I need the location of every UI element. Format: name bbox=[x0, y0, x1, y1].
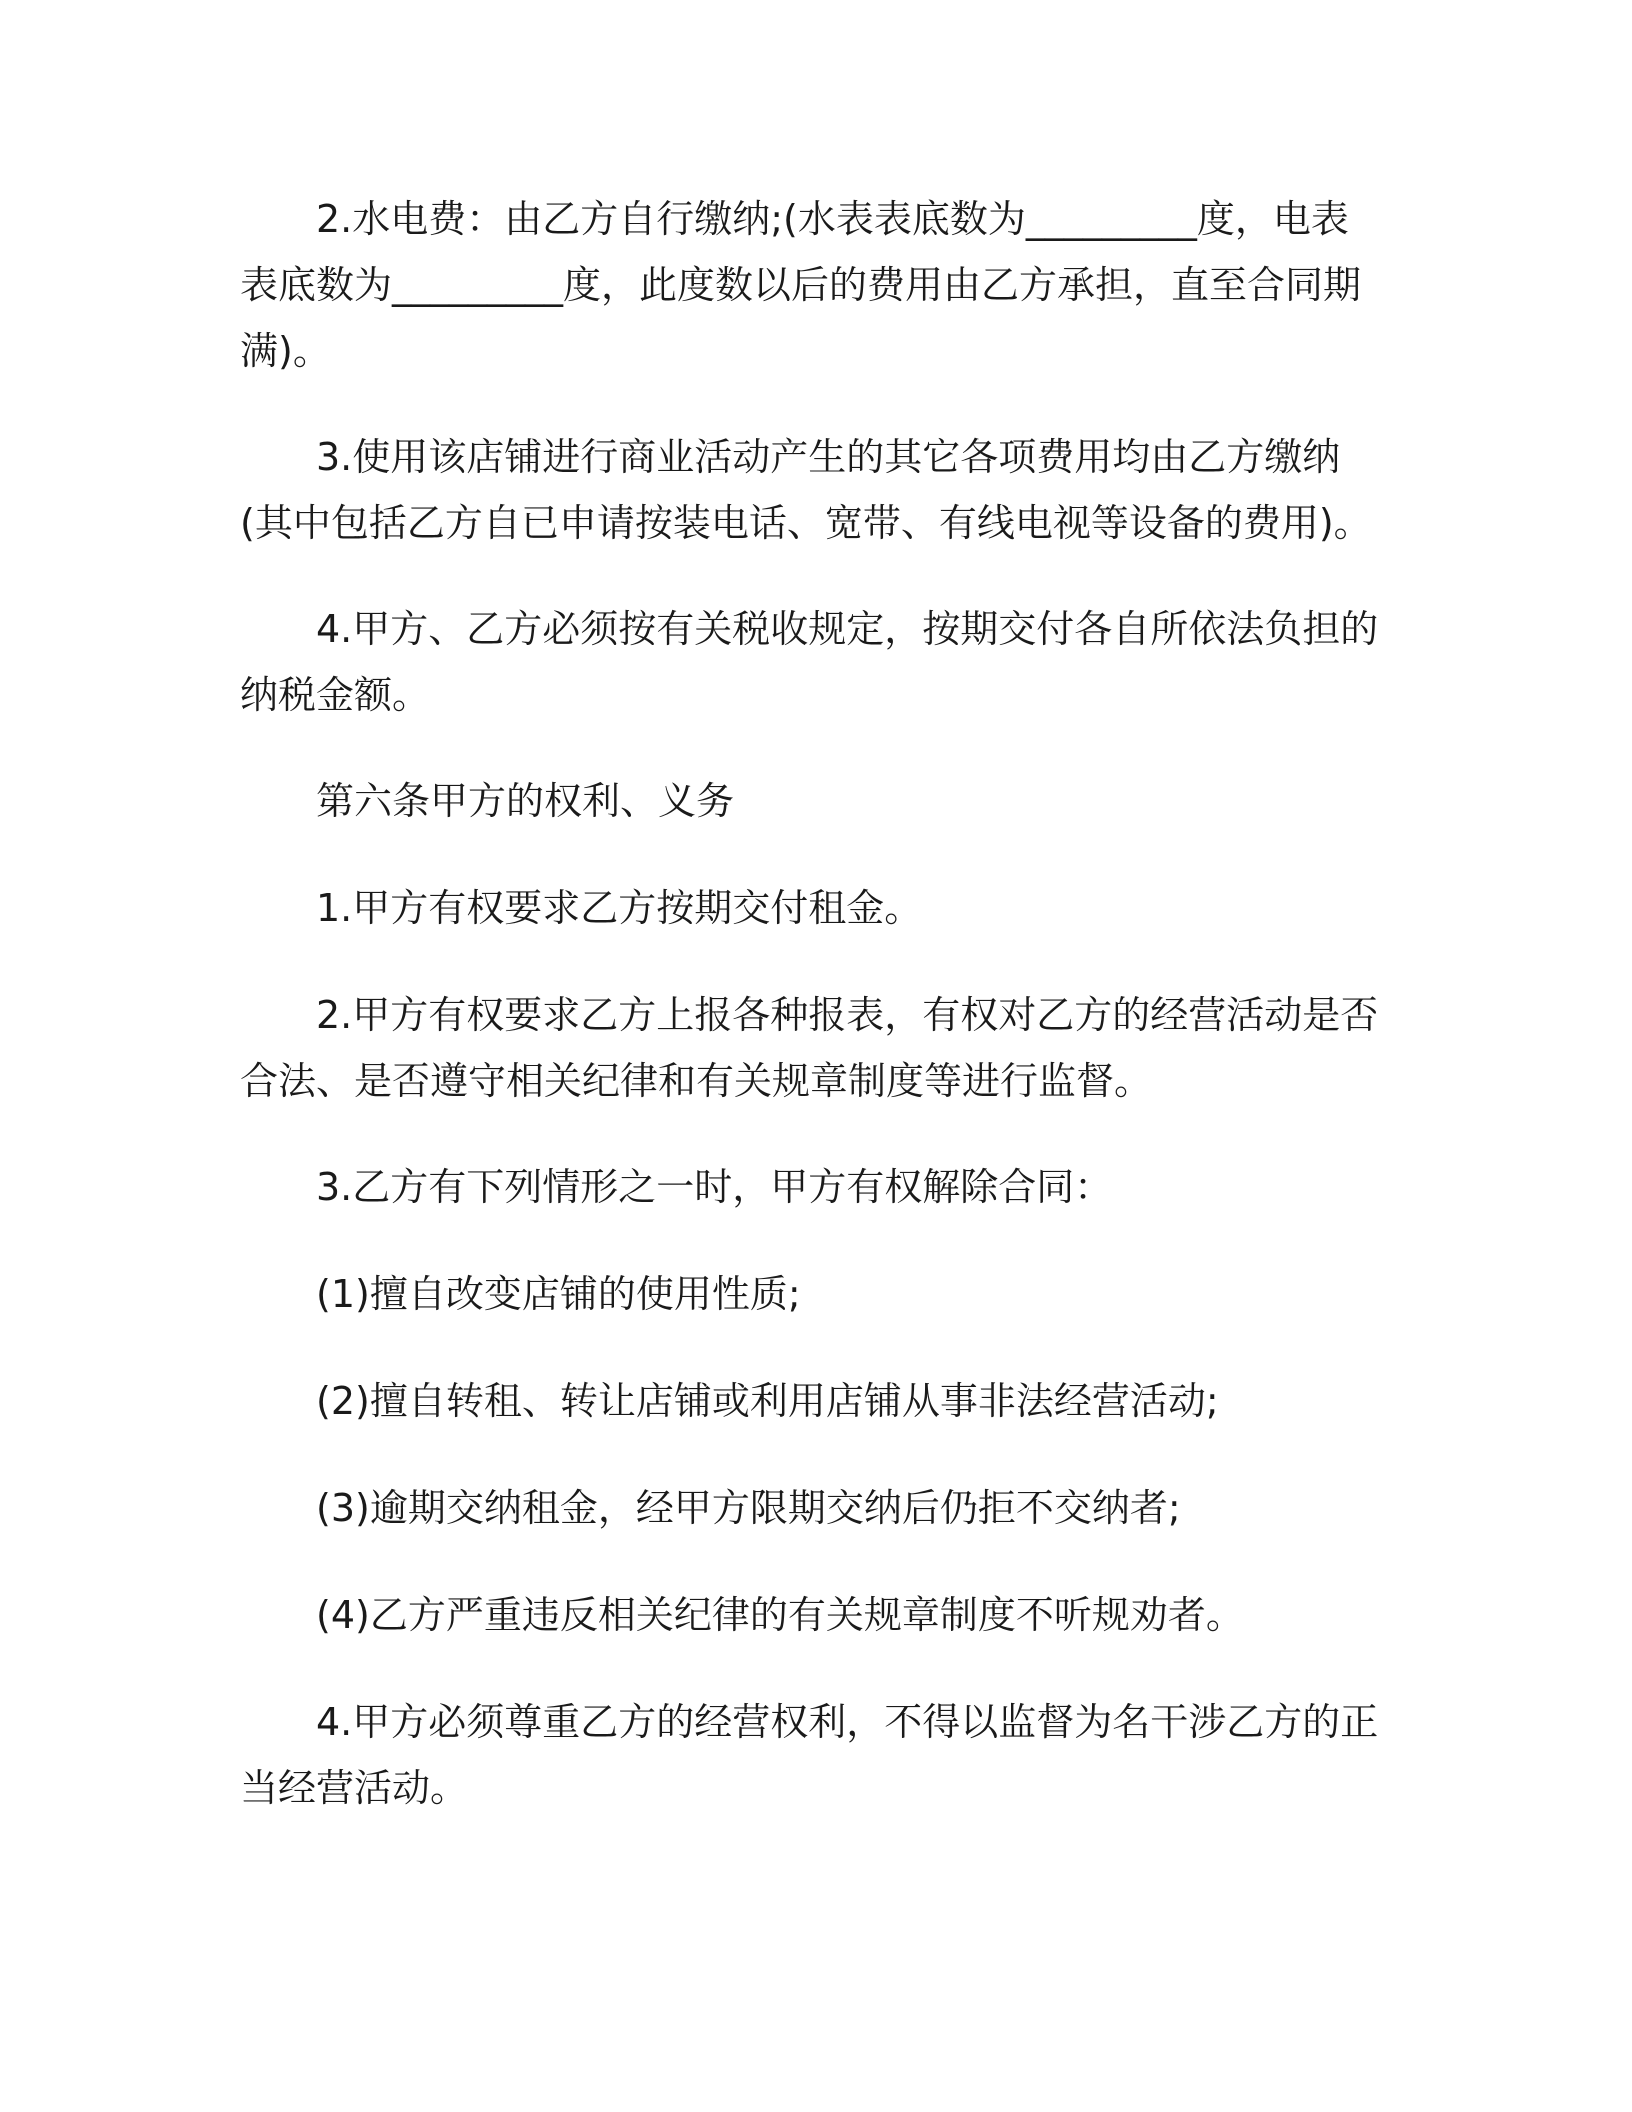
list-item-condition-1: (1)擅自改变店铺的使用性质; bbox=[316, 1272, 801, 1316]
list-item-condition-3: (3)逾期交纳租金，经甲方限期交纳后仍拒不交纳者; bbox=[316, 1486, 1181, 1530]
paragraph-rent-payment: 1.甲方有权要求乙方按期交付租金。 bbox=[316, 886, 923, 930]
section-heading-article-6: 第六条甲方的权利、义务 bbox=[316, 779, 735, 823]
list-item-condition-4: (4)乙方严重违反相关纪律的有关规章制度不听规劝者。 bbox=[316, 1593, 1244, 1637]
list-item-condition-2: (2)擅自转租、转让店铺或利用店铺从事非法经营活动; bbox=[316, 1379, 1219, 1423]
paragraph-business-rights: 4.甲方必须尊重乙方的经营权利，不得以监督为名干涉乙方的正当经营活动。 bbox=[240, 1700, 1379, 1810]
document-body bbox=[240, 186, 1382, 1821]
paragraph-termination-conditions: 3.乙方有下列情形之一时，甲方有权解除合同： bbox=[316, 1165, 1113, 1209]
paragraph-supervision: 2.甲方有权要求乙方上报各种报表，有权对乙方的经营活动是否合法、是否遵守相关纪律和有关规章制度等进行监督。 bbox=[240, 993, 1379, 1103]
paragraph-utilities-fee: 2.水电费：由乙方自行缴纳;(水表表底数为_________度，电表表底数为_________度，此度数以后的费用由乙方承担，直至合同期满)。 bbox=[240, 197, 1362, 373]
paragraph-tax: 4.甲方、乙方必须按有关税收规定，按期交付各自所依法负担的纳税金额。 bbox=[240, 607, 1379, 717]
paragraph-other-fees: 3.使用该店铺进行商业活动产生的其它各项费用均由乙方缴纳(其中包括乙方自已申请按装电话、宽带、有线电视等设备的费用)。 bbox=[240, 435, 1372, 545]
